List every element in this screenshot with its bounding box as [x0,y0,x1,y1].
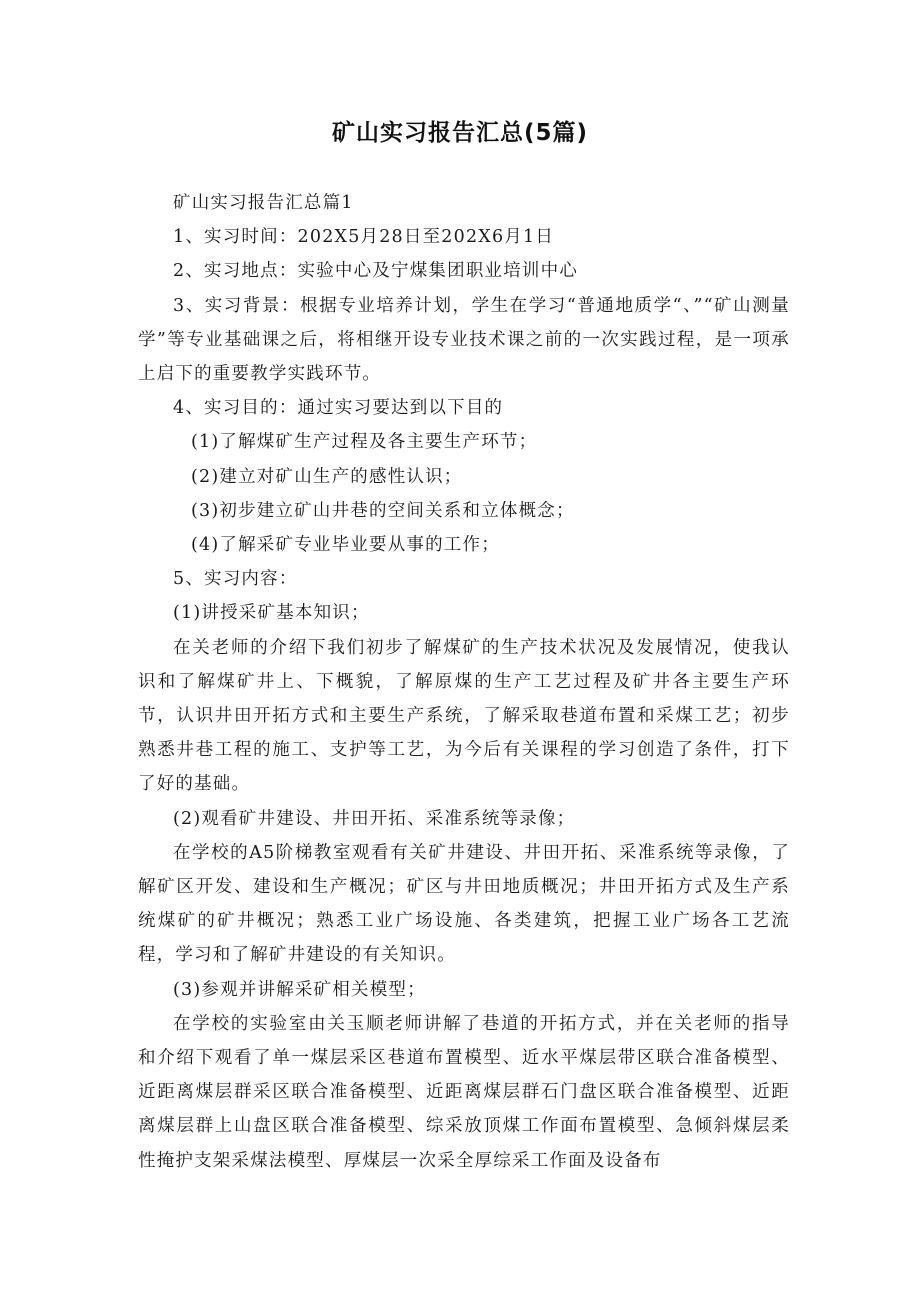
list-item-purpose-2: (2)建立对矿山生产的感性认识； [191,466,463,487]
content-item-1-heading: (1)讲授采矿基本知识； [173,603,370,624]
content-item-3-body: 在学校的实验室由关玉顺老师讲解了巷道的开拓方式，并在关老师的指导和介绍下观看了单一煤层采区巷道布置模型、近水平煤层带区联合准备模型、近距离煤层群采区联合准备模型、近距离煤层群石门盘区联合准备模型、近距离煤层群上山盘区联合准备模型、综采放顶煤工作面布置模型、急倾斜煤层柔性掩护支架采煤法模型、厚煤层一次采全厚综采工作面及设备布 [138,1013,790,1171]
content-item-1-body: 在关老师的介绍下我们初步了解煤矿的生产技术状况及发展情况，使我认识和了解煤矿井上、下概貌，了解原煤的生产工艺过程及矿井各主要生产环节，认识井田开拓方式和主要生产系统，了解采取巷道布置和采煤工艺；初步熟悉井巷工程的施工、支护等工艺，为今后有关课程的学习创造了条件，打下了好的基础。 [138,637,790,795]
content-item-2-heading: (2)观看矿井建设、井田开拓、采准系统等录像； [173,808,576,829]
paragraph-internship-background: 3、实习背景：根据专业培养计划，学生在学习“普通地质学“、”“矿山测量学”等专业基础课之后，将相继开设专业技术课之前的一次实践过程，是一项承上启下的重要教学实践环节。 [138,295,790,385]
list-item-purpose-3: (3)初步建立矿山井巷的空间关系和立体概念； [191,500,575,521]
paragraph-internship-location: 2、实习地点：实验中心及宁煤集团职业培训中心 [173,261,579,282]
list-item-purpose-1: (1)了解煤矿生产过程及各主要生产环节； [191,432,538,453]
document-body [138,186,790,1178]
paragraph-internship-purpose: 4、实习目的：通过实习要达到以下目的 [173,398,504,419]
paragraph-internship-content: 5、实习内容： [173,569,298,590]
list-item-purpose-4: (4)了解采矿专业毕业要从事的工作； [191,535,500,556]
section-heading: 矿山实习报告汇总篇1 [173,193,354,213]
content-item-3-heading: (3)参观并讲解采矿相关模型； [173,979,426,1000]
document-title: 矿山实习报告汇总(5篇) [331,120,589,146]
paragraph-internship-time: 1、实习时间：202X5月28日至202X6月1日 [173,227,555,248]
content-item-2-body: 在学校的A5阶梯教室观看有关矿井建设、井田开拓、采准系统等录像，了解矿区开发、建设和生产概况；矿区与井田地质概况；井田开拓方式及生产系统煤矿的矿井概况；熟悉工业广场设施、各类建筑，把握工业广场各工艺流程，学习和了解矿井建设的有关知识。 [138,842,790,966]
